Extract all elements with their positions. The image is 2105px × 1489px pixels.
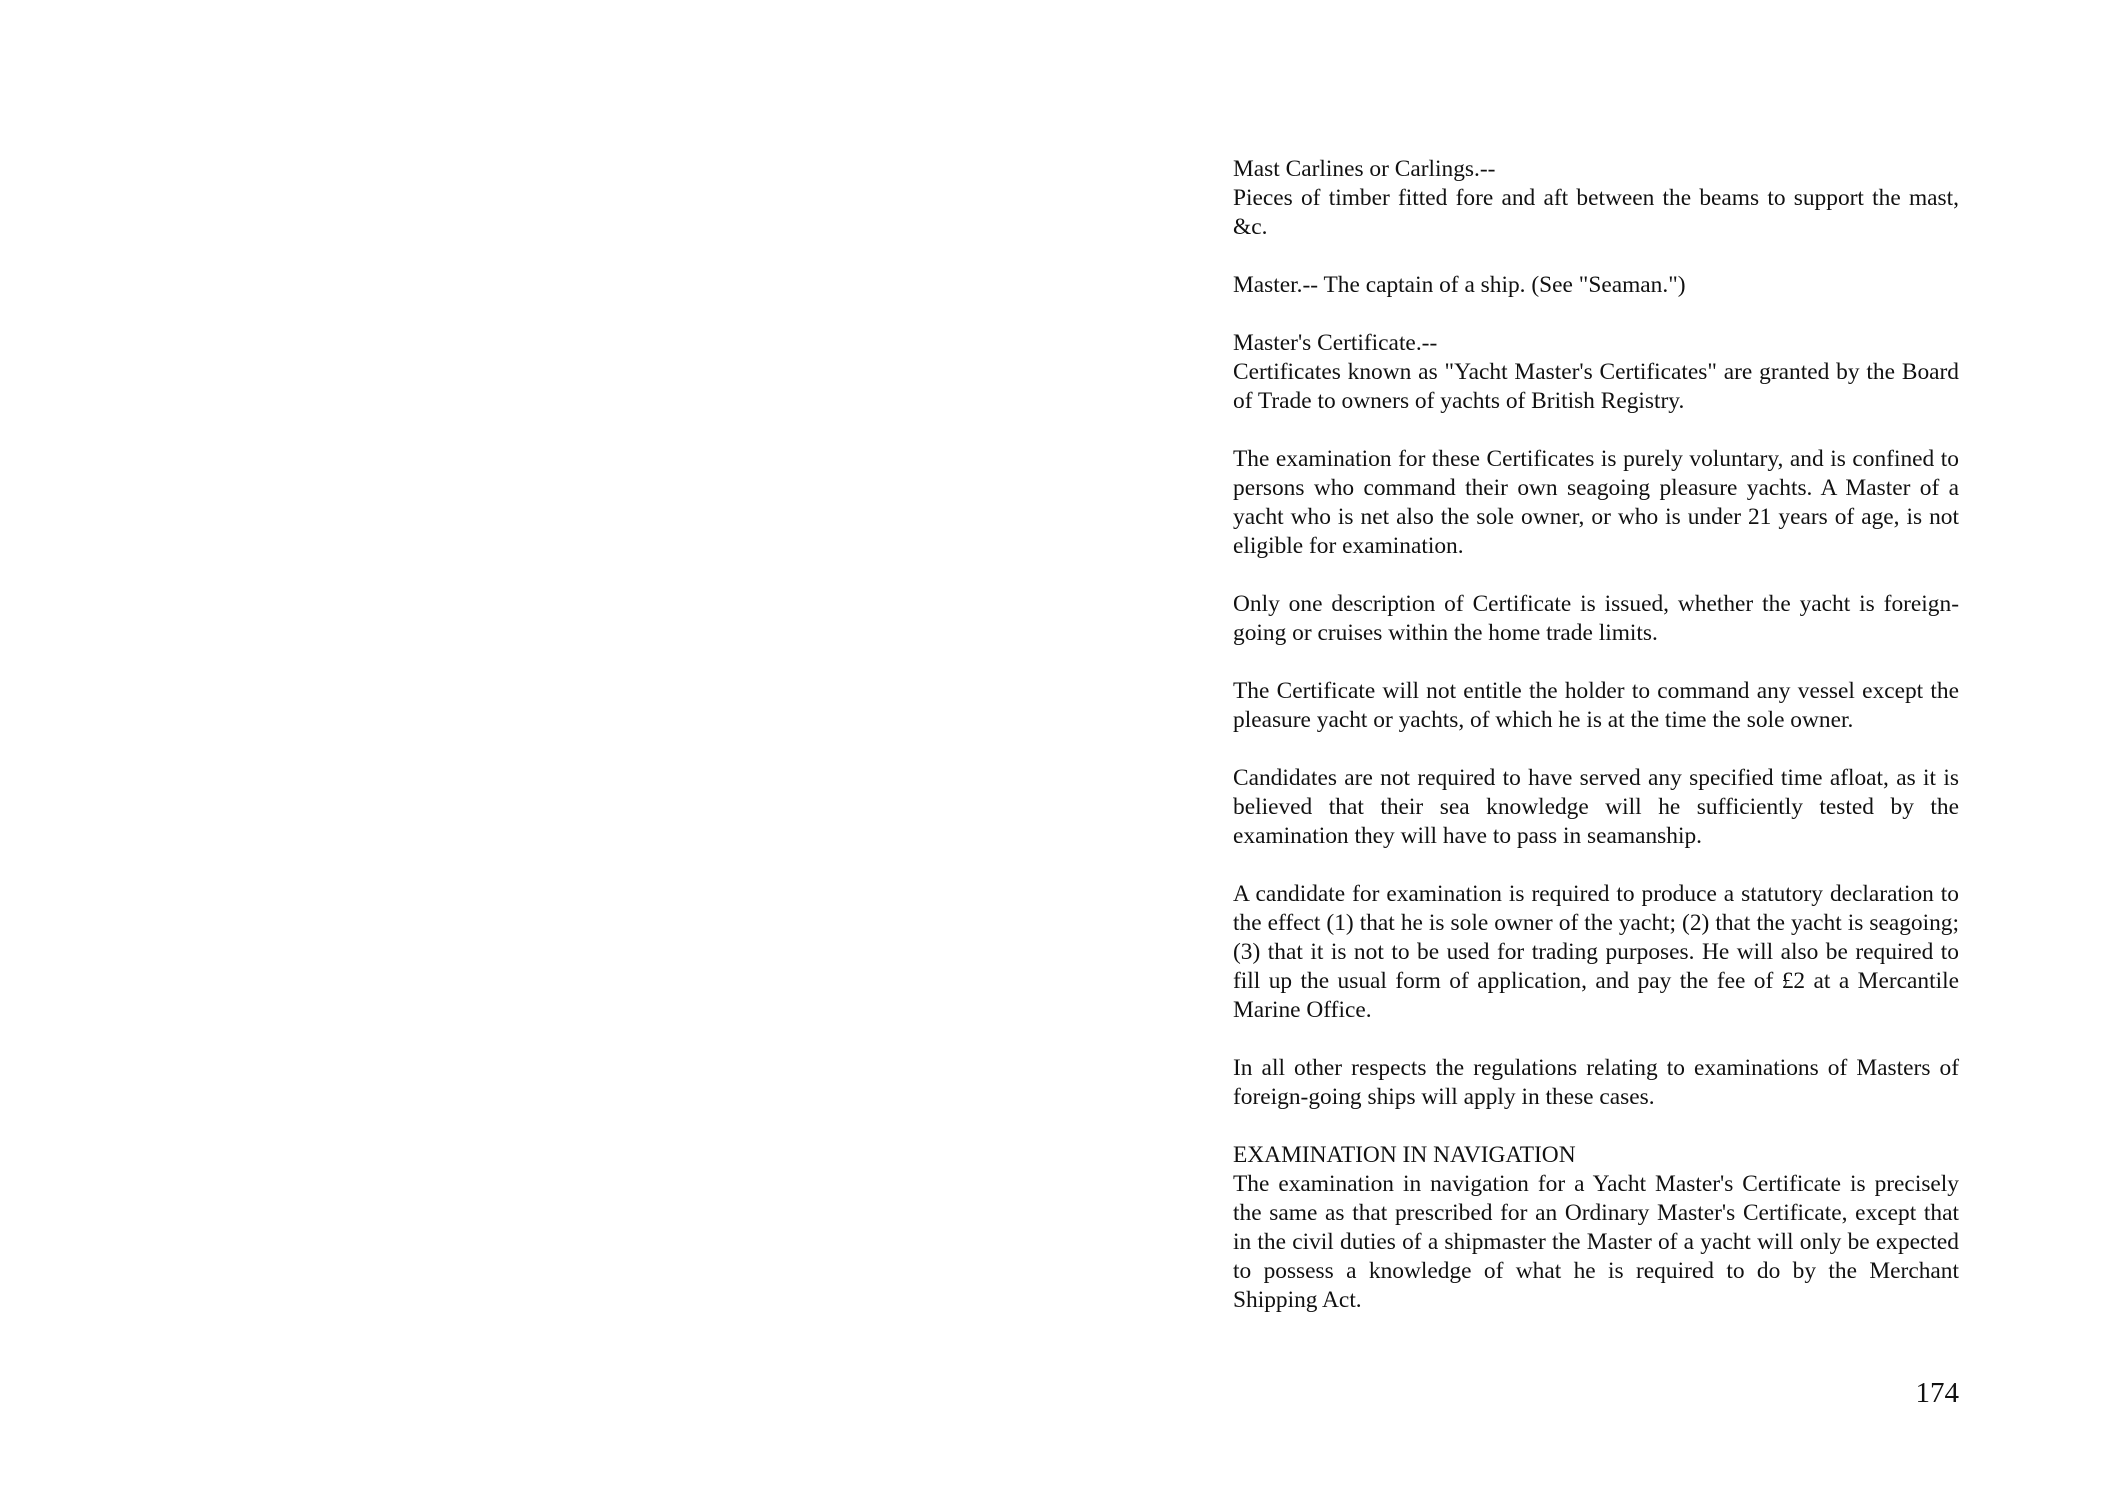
paragraph: A candidate for examination is required to produce a statutory declaration to the effect (1) that he is sole owner of the yacht; (2) that the yacht is seagoing; (3) that it is not to be used for trading purposes. He will also be required to fill up the usual form of application, and pay the fee of £2 at a Mercantile Marine Office.	[1233, 881, 1959, 1023]
navigation-section	[1233, 1141, 1959, 1315]
paragraph: Candidates are not required to have served any specified time afloat, as it is believed that their sea knowledge will he sufficiently tested by the examination they will have to pass in seamanship.	[1233, 765, 1959, 849]
glossary-entry-mast-carlines	[1233, 155, 1959, 242]
paragraph: The Certificate will not entitle the holder to command any vessel except the pleasure yacht or yachts, of which he is at the time the sole owner.	[1233, 678, 1959, 733]
page-number: 174	[1915, 1377, 1959, 1409]
section-body: The examination in navigation for a Yacht Master's Certificate is precisely the same as that prescribed for an Ordinary Master's Certificate, except that in the civil duties of a shipmaster the Master of a yacht will only be expected to possess a knowledge of what he is required to do by the Merchant Shipping Act.	[1233, 1171, 1959, 1313]
section-heading: EXAMINATION IN NAVIGATION	[1233, 1142, 1576, 1168]
glossary-entry-masters-certificate	[1233, 329, 1959, 416]
paragraph: Only one description of Certificate is issued, whether the yacht is foreign-going or cruises within the home trade limits.	[1233, 591, 1959, 646]
entry-definition: Pieces of timber fitted fore and aft between the beams to support the mast, &c.	[1233, 185, 1959, 240]
paragraph: In all other respects the regulations relating to examinations of Masters of foreign-going ships will apply in these cases.	[1233, 1055, 1959, 1110]
paragraph: The examination for these Certificates is purely voluntary, and is confined to persons who command their own seagoing pleasure yachts. A Master of a yacht who is net also the sole owner, or who is under 21 years of age, is not eligible for examination.	[1233, 446, 1959, 559]
entry-inline-definition: Master.-- The captain of a ship. (See "Seaman.")	[1233, 272, 1686, 298]
entry-term: Master's Certificate.--	[1233, 330, 1438, 356]
glossary-entry-master	[1233, 271, 1959, 300]
text-column	[1233, 155, 1959, 1344]
entry-term: Mast Carlines or Carlings.--	[1233, 156, 1496, 182]
entry-definition: Certificates known as "Yacht Master's Certificates" are granted by the Board of Trade to owners of yachts of British Registry.	[1233, 359, 1959, 414]
